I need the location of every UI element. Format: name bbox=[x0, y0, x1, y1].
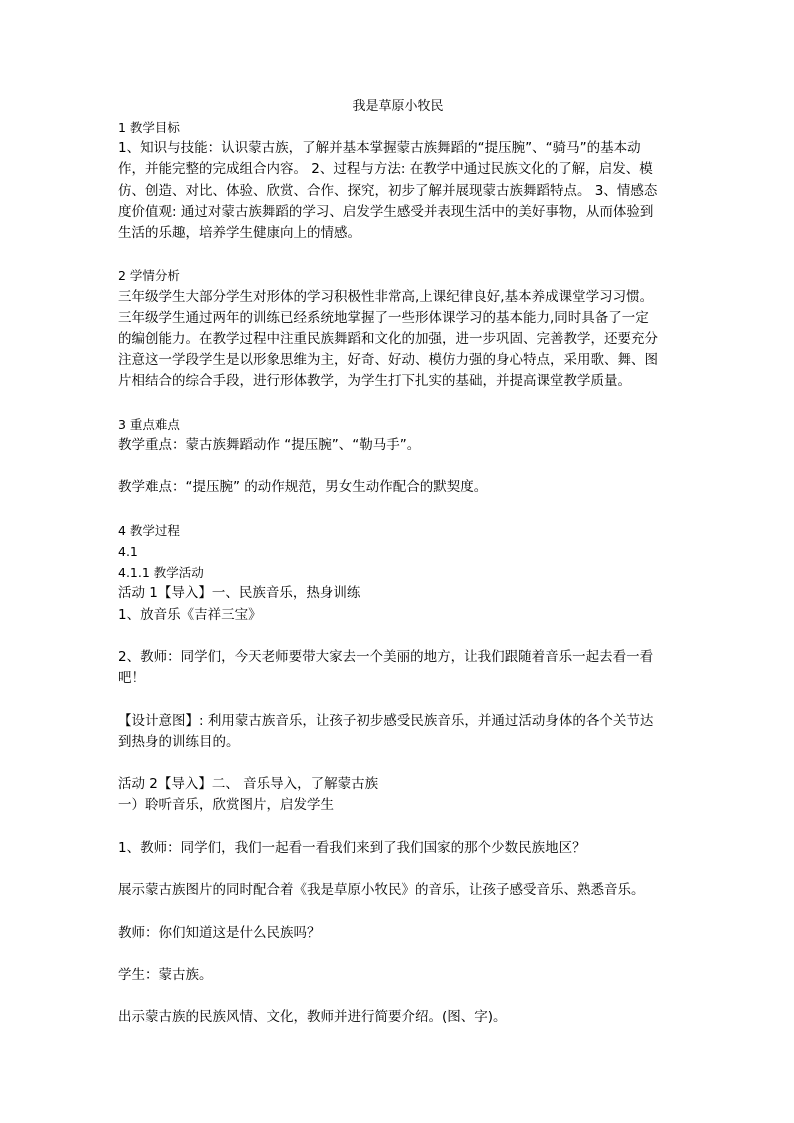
activity-2-question: 1、教师：同学们，我们一起看一看我们来到了我们国家的那个少数民族地区？ bbox=[118, 839, 586, 856]
section-heading-key-points: 3 重点难点 bbox=[118, 416, 180, 432]
paragraph-line: 三年级学生大部分学生对形体的学习积极性非常高,上课纪律良好,基本养成课堂学习习惯。 bbox=[118, 288, 654, 305]
section-heading-analysis: 2 学情分析 bbox=[118, 268, 180, 284]
blank-line bbox=[118, 689, 678, 710]
key-point-text: 教学重点：蒙古族舞蹈动作 “提压腕”、“勒马手”。 bbox=[118, 437, 421, 454]
paragraph-line: 作，并能完整的完成组合内容。 2、过程与方法: 在教学中通过民族文化的了解，启发、模 bbox=[118, 161, 653, 178]
section-heading-objectives: 1 教学目标 bbox=[118, 120, 180, 135]
activity-1-title: 活动 1【导入】一、民族音乐，热身训练 bbox=[118, 585, 361, 602]
blank-line bbox=[118, 753, 678, 774]
paragraph-line: 的编创能力。在教学过程中注重民族舞蹈和文化的加强，进一步巩固、完善教学，还要充分 bbox=[118, 331, 658, 348]
activity-1-step-2-line: 2、教师：同学们，今天老师要带大家去一个美丽的地方，让我们跟随着音乐一起去看一看 bbox=[118, 649, 654, 665]
section-heading-process: 4 教学过程 bbox=[118, 522, 180, 538]
paragraph-line: 注意这一学段学生是以形象思维为主，好奇、好动、模仿力强的身心特点，采用歌、舞、图 bbox=[118, 352, 658, 369]
paragraph-line: 片相结合的综合手段，进行形体教学，为学生打下扎实的基础，并提高课堂教学质量。 bbox=[118, 373, 631, 390]
blank-line bbox=[118, 817, 678, 838]
activity-1-step-2-line: 吧！ bbox=[118, 670, 145, 687]
blank-line bbox=[118, 626, 678, 647]
paragraph-line: 三年级学生通过两年的训练已经系统地掌握了一些形体课学习的基本能力,同时具备了一定 bbox=[118, 309, 649, 326]
blank-line bbox=[118, 393, 678, 414]
blank-line bbox=[118, 859, 678, 880]
blank-line bbox=[118, 499, 678, 520]
paragraph-line: 度价值观: 通过对蒙古族舞蹈的学习、启发学生感受并表现生活中的美好事物，从而体验到 bbox=[118, 203, 654, 220]
activity-2-show-images: 展示蒙古族图片的同时配合着《我是草原小牧民》的音乐，让孩子感受音乐、熟悉音乐。 bbox=[118, 882, 645, 899]
blank-line bbox=[118, 456, 678, 477]
activity-2-teacher-line: 教师：你们知道这是什么民族吗？ bbox=[118, 924, 321, 941]
analysis-paragraph bbox=[118, 287, 678, 393]
activity-2-intro-line: 出示蒙古族的民族风情、文化，教师并进行简要介绍。(图、字)。 bbox=[118, 1009, 507, 1026]
activity-1-design-line: 到热身的训练目的。 bbox=[118, 733, 240, 750]
document-title: 我是草原小牧民 bbox=[352, 99, 444, 114]
activity-2-subheading: 一）聆听音乐，欣赏图片，启发学生 bbox=[118, 797, 334, 814]
activity-2-title: 活动 2【导入】二、 音乐导入，了解蒙古族 bbox=[118, 776, 379, 793]
subsection-number: 4.1 bbox=[118, 544, 138, 559]
blank-line bbox=[118, 986, 678, 1007]
activity-2-student-line: 学生：蒙古族。 bbox=[118, 966, 213, 983]
activity-1-design-line: 【设计意图】: 利用蒙古族音乐，让孩子初步感受民族音乐，并通过活动身体的各个关节达 bbox=[118, 712, 654, 729]
blank-line bbox=[118, 944, 678, 965]
blank-line bbox=[118, 901, 678, 922]
objectives-paragraph bbox=[118, 138, 678, 244]
subsection-heading: 4.1.1 教学活动 bbox=[118, 565, 204, 581]
document-page bbox=[118, 96, 678, 1029]
difficult-point-text: 教学难点：“提压腕” 的动作规范，男女生动作配合的默契度。 bbox=[118, 479, 488, 496]
blank-line bbox=[118, 244, 678, 265]
paragraph-line: 1、知识与技能：认识蒙古族，了解并基本掌握蒙古族舞蹈的“提压腕”、“骑马”的基本动 bbox=[118, 140, 641, 157]
paragraph-line: 仿、创造、对比、体验、欣赏、合作、探究，初步了解并展现蒙古族舞蹈特点。 3、情感态 bbox=[118, 182, 658, 199]
activity-1-step-1: 1、放音乐《吉祥三宝》 bbox=[118, 606, 262, 623]
paragraph-line: 生活的乐趣，培养学生健康向上的情感。 bbox=[118, 225, 361, 242]
